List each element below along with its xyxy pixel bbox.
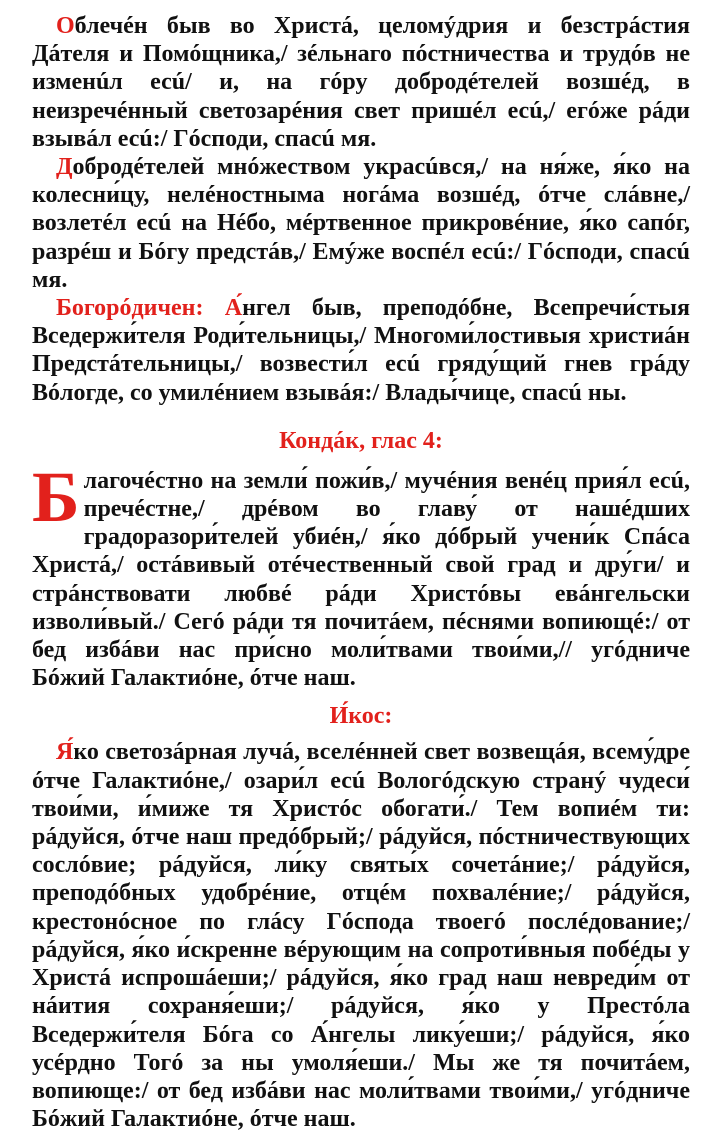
ikos-initial: Я́ bbox=[56, 739, 74, 766]
theotokion-initial: А́ bbox=[224, 295, 243, 322]
troparion-1-initial: О bbox=[56, 13, 75, 39]
troparion-2-text: обродéтелей мнóжеством украсúвся,/ на ня́же, я́ко на колесни́цу, нелéностныма ногáма возшéд, óтче слáвне,/ возлетéл есú на Нéбо, мéртвенное прикровéние, я́ко сапóг, разрéш и Бóгу предстáв,/ Емýже воспéл есú:/ Гóсподи, спасú мя. bbox=[32, 154, 690, 293]
kondak-dropcap: Б bbox=[32, 456, 80, 537]
theotokion-label: Богорóдичен: bbox=[56, 295, 204, 322]
troparion-1-text: блечéн быв во Христá, целомýдрия и безстрáстия Дáтеля и Помóщника,/ зéльнаго пóстничества и трудóв не изменúл есú/ и, на гóру добродéтелей возшéд, в неизречéнный светозарéния свет пришéл есú,/ егóже рáди взывáл есú:/ Гóсподи, спасú мя. bbox=[32, 13, 690, 152]
troparion-1 bbox=[32, 12, 690, 153]
theotokion-text: нгел быв, преподóбне, Всепречи́стыя Вседержи́теля Роди́тельницы,/ Многоми́лостивыя христиáн Предстáтельницы,/ возвести́л есú гряду́щий гнев грáду Вóлогде, со умилéнием взывáя:/ Влады́чице, спасú ны. bbox=[32, 295, 690, 406]
troparion-2 bbox=[32, 153, 690, 294]
kondak-heading: Кондáк, глас 4: bbox=[279, 427, 443, 454]
ikos-body: ко светозáрная лучá, вселéнней свет возвещáя, всему́дре óтче Галактиóне,/ озари́л есú Вологóдскую странý чудеси́ твои́ми, и́миже тя Христóс обогати́./ Тем вопиéм ти: рáдуйся, óтче наш предóбрый;/ рáдуйся, пóстничествующих сослóвие; рáдуйся, ли́ку святы́х сочетáние;/ рáдуйся, преподóбных удобрéние, отцéм похвалéние;/ рáдуйся, крестонóсное по глáсу Гóспода твоегó послéдование;/ рáдуйся, я́ко и́скренне вéрующим на сопроти́вныя побéды у Христá испрошáеши;/ рáдуйся, я́ко град наш невреди́м от нáития сохраня́еши;/ рáдуйся, я́ко у Престóла Вседержи́теля Бóга со А́нгелы лику́еши;/ рáдуйся, я́ко усéрдно Тогó за ны умоля́еши./ Мы же тя почитáем, вопиюще:/ от бед избáви нас моли́твами твои́ми,/ угóдниче Бóжий Галактиóне, óтче наш. bbox=[32, 739, 690, 1133]
ikos-heading: И́кос: bbox=[329, 703, 393, 730]
kondak-body: лагочéстно на земли́ пожи́в,/ мучéния венéц прия́л есú, пречéстне,/ дрéвом во главу́ от нашéдших градоразори́телей убиéн,/ я́ко дóбрый учени́к Спáса Христá,/ остáвивый отéчественный свой град и дру́ги/ и стрáнствовати любвé рáди Христóвы евáнгельски изволи́вый./ Сегó рáди тя почитáем, пéснями вопиющé:/ от бед избáви нас при́сно моли́твами твои́ми,// угóдниче Бóжий Галактиóне, óтче наш. bbox=[32, 467, 690, 692]
troparion-2-initial: Д bbox=[56, 154, 73, 181]
kondak-text bbox=[32, 456, 690, 693]
ikos-text bbox=[32, 738, 690, 1133]
theotokion bbox=[32, 294, 690, 407]
